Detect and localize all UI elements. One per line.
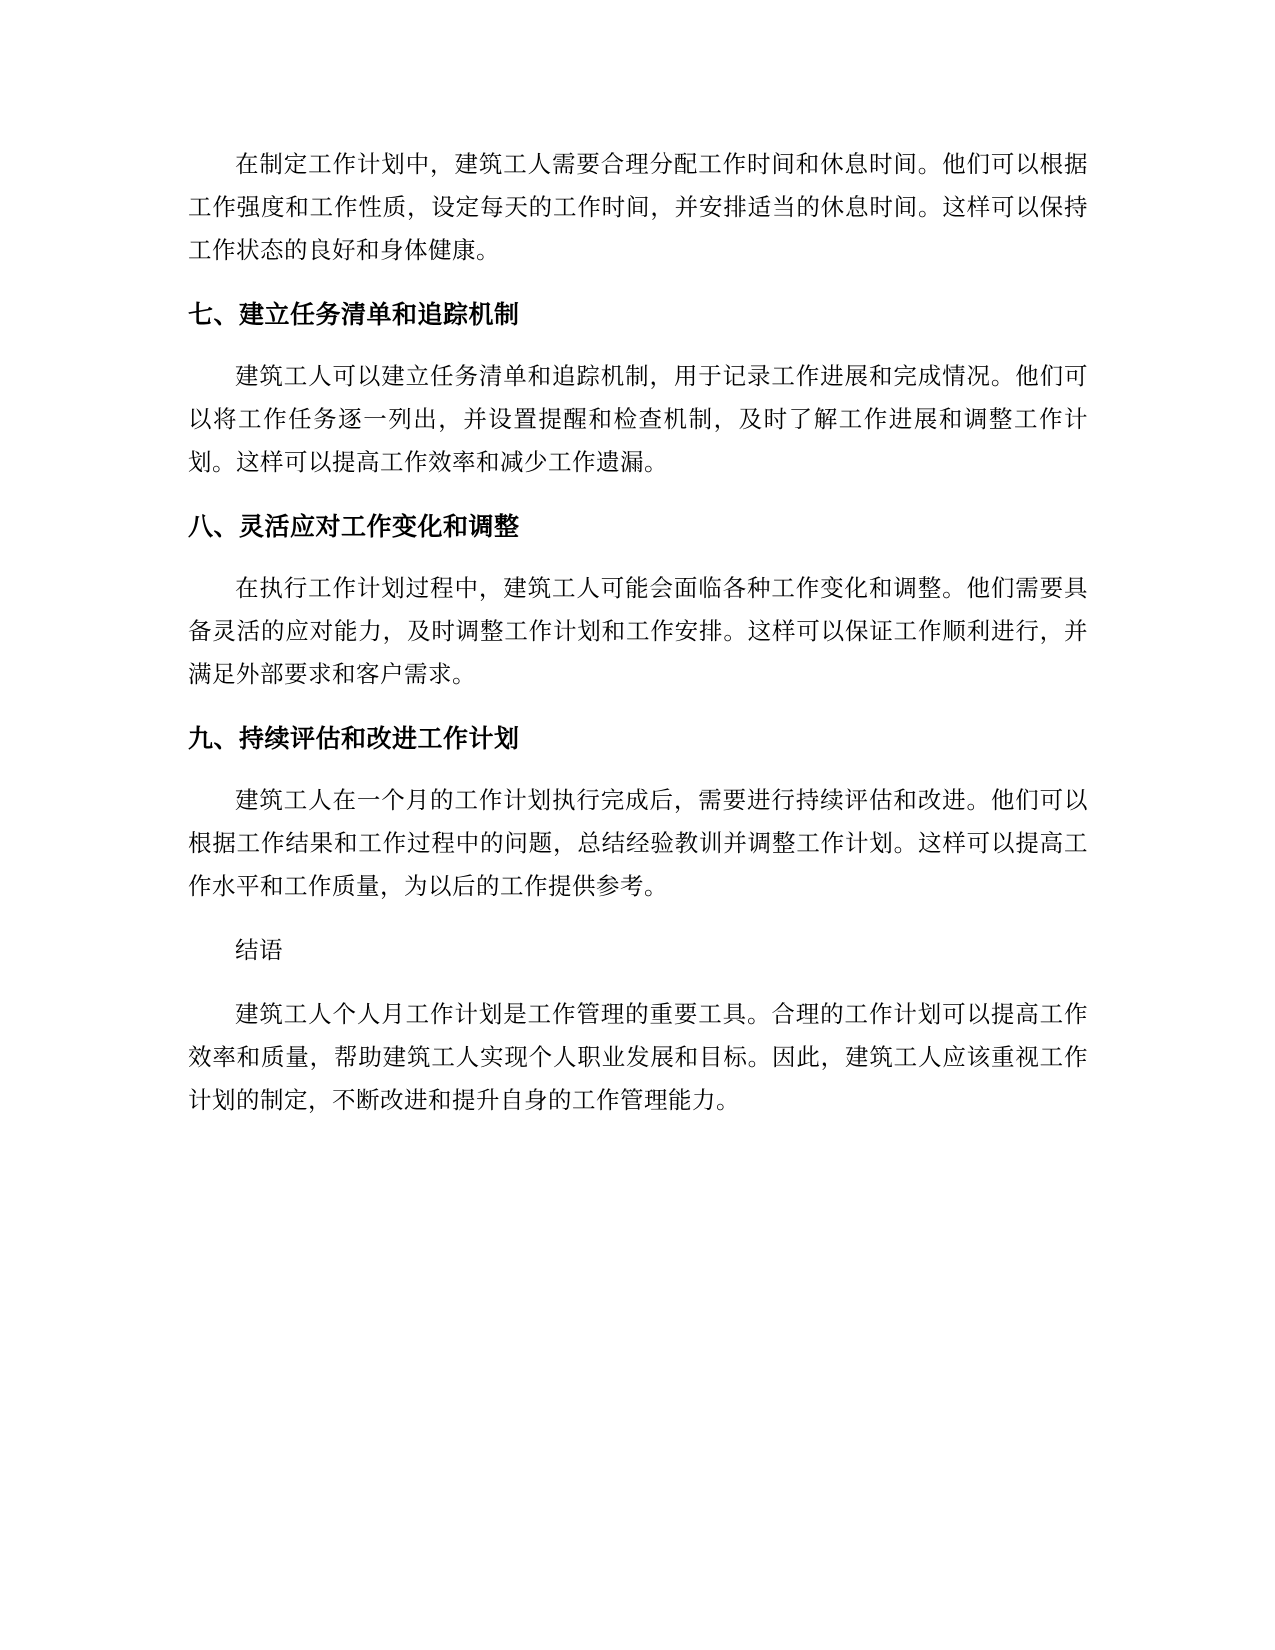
- conclusion-label: 结语: [235, 936, 283, 964]
- section-9-heading: 九、持续评估和改进工作计划: [188, 724, 520, 753]
- section-7-heading: 七、建立任务清单和追踪机制: [188, 300, 520, 329]
- document-page: [188, 143, 1088, 1122]
- section-9-body: 建筑工人在一个月的工作计划执行完成后，需要进行持续评估和改进。他们可以根据工作结果和工作过程中的问题，总结经验教训并调整工作计划。这样可以提高工作水平和工作质量，为以后的工作提供参考。: [188, 786, 1088, 900]
- section-7-body: 建筑工人可以建立任务清单和追踪机制，用于记录工作进展和完成情况。他们可以将工作任务逐一列出，并设置提醒和检查机制，及时了解工作进展和调整工作计划。这样可以提高工作效率和减少工作遗漏。: [188, 362, 1088, 476]
- section-8-heading: 八、灵活应对工作变化和调整: [188, 512, 520, 541]
- intro-paragraph: 在制定工作计划中，建筑工人需要合理分配工作时间和休息时间。他们可以根据工作强度和工作性质，设定每天的工作时间，并安排适当的休息时间。这样可以保持工作状态的良好和身体健康。: [188, 150, 1088, 264]
- conclusion-body: 建筑工人个人月工作计划是工作管理的重要工具。合理的工作计划可以提高工作效率和质量，帮助建筑工人实现个人职业发展和目标。因此，建筑工人应该重视工作计划的制定，不断改进和提升自身的工作管理能力。: [188, 1000, 1088, 1114]
- section-8-body: 在执行工作计划过程中，建筑工人可能会面临各种工作变化和调整。他们需要具备灵活的应对能力，及时调整工作计划和工作安排。这样可以保证工作顺利进行，并满足外部要求和客户需求。: [188, 574, 1088, 688]
